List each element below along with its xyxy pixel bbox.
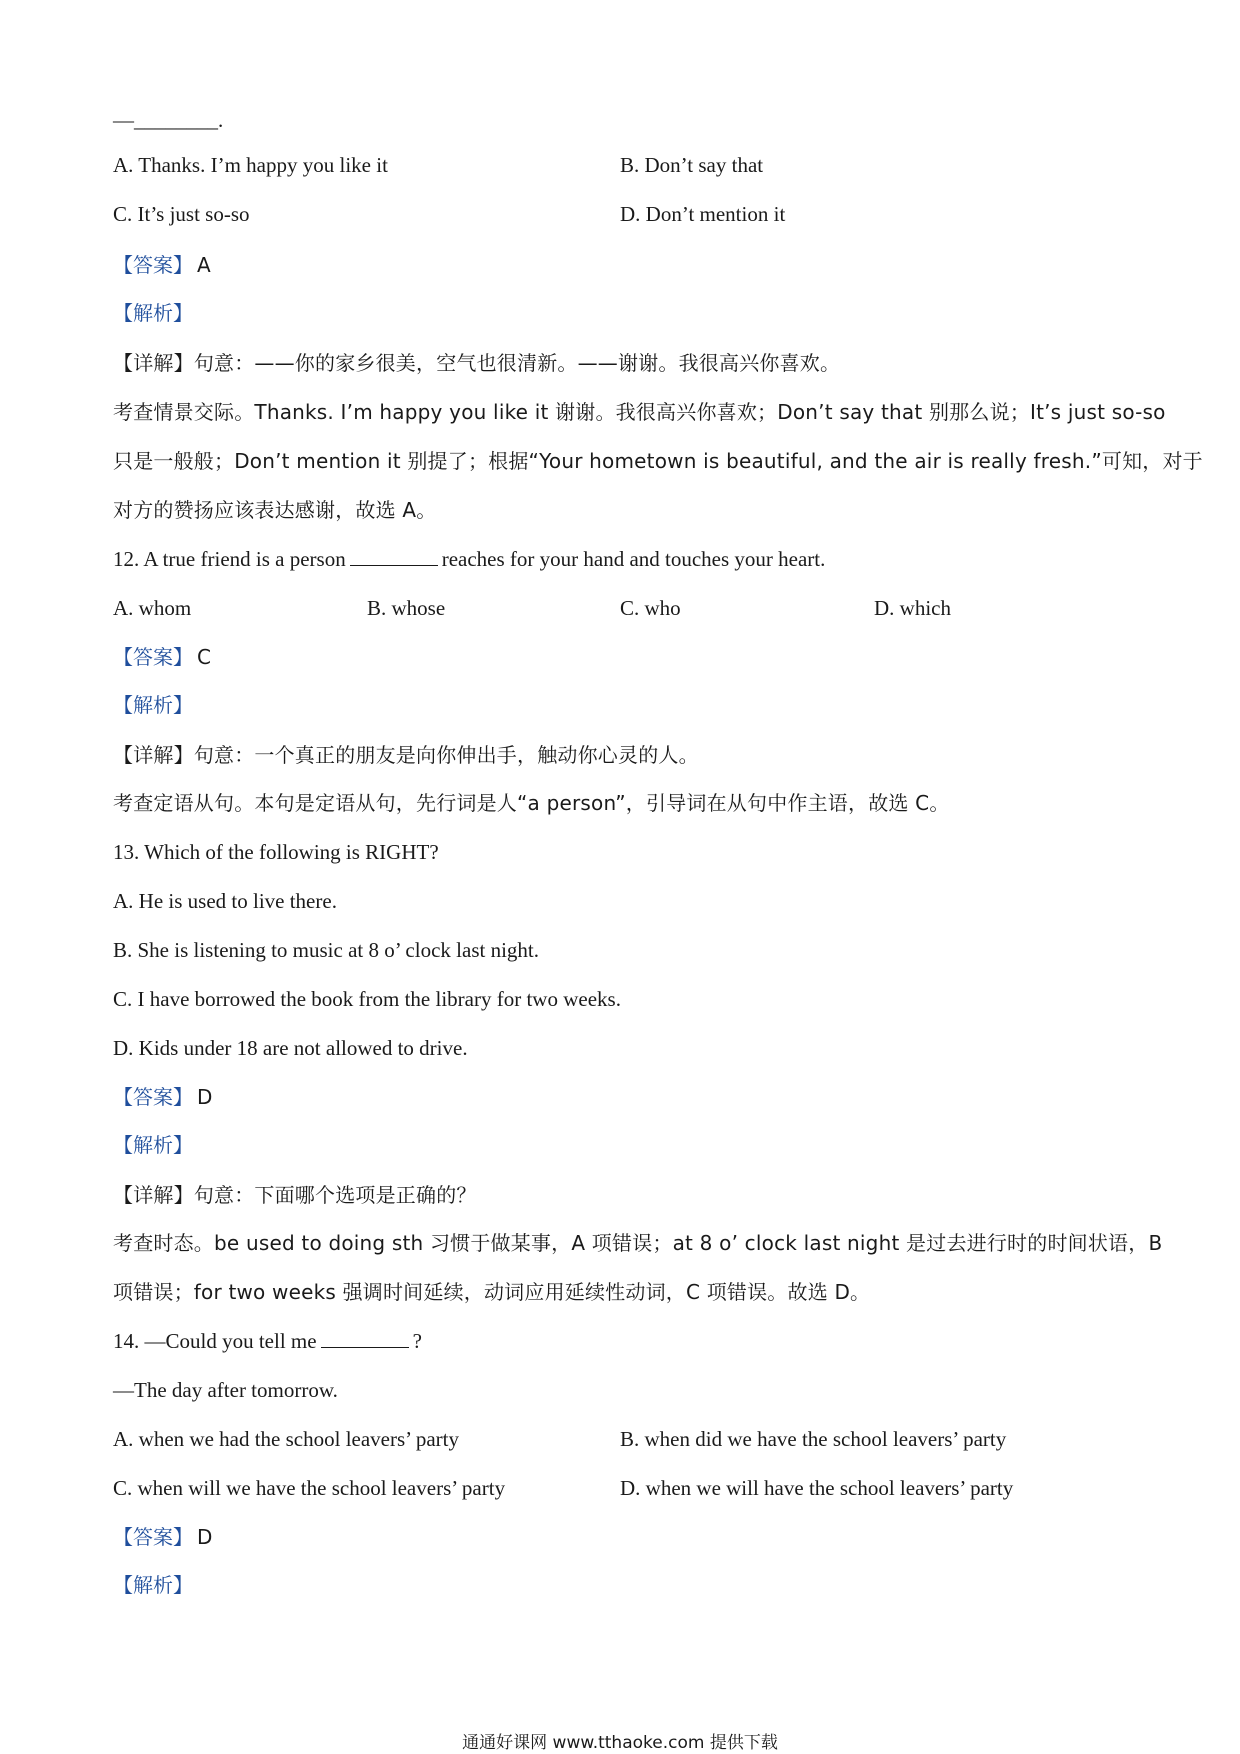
- q11-explain-line-3: 对方的赞扬应该表达感谢，故选 A。: [113, 498, 437, 522]
- q14-stem-after: ?: [412, 1329, 422, 1353]
- q14-option-d: D. when we will have the school leavers’ party: [620, 1476, 1014, 1500]
- analysis-label: 【解析】: [113, 693, 193, 717]
- page-footer: 通通好课网 www.tthaoke.com 提供下载: [462, 1733, 778, 1753]
- detail-text: 句意：下面哪个选项是正确的？: [193, 1183, 477, 1207]
- q12-explain-line-1: 考查定语从句。本句是定语从句，先行词是人“a person”，引导词在从句中作主语，故选 C。: [113, 791, 950, 815]
- q14-analysis: [113, 1570, 193, 1600]
- q13-answer: [113, 1082, 212, 1112]
- answer-label: 【答案】: [113, 1525, 193, 1549]
- answer-value: C: [197, 645, 211, 669]
- q13-option-a: A. He is used to live there.: [113, 889, 337, 913]
- detail-label: 【详解】: [113, 743, 194, 767]
- q13-explain-line-2: 项错误；for two weeks 强调时间延续，动词应用延续性动词，C 项错误。故选 D。: [113, 1280, 871, 1304]
- q12-stem: [113, 544, 825, 574]
- q13-option-b: B. She is listening to music at 8 o’ clock last night.: [113, 938, 539, 962]
- q12-option-d: D. which: [874, 596, 951, 620]
- q13-option-c: C. I have borrowed the book from the library for two weeks.: [113, 987, 621, 1011]
- answer-value: D: [197, 1525, 213, 1549]
- analysis-label: 【解析】: [113, 1573, 193, 1597]
- answer-value: D: [197, 1085, 213, 1109]
- q13-stem: 13. Which of the following is RIGHT?: [113, 840, 439, 864]
- q12-stem-before: 12. A true friend is a person: [113, 547, 346, 571]
- detail-label: 【详解】: [113, 351, 194, 375]
- q12-answer: [113, 642, 211, 672]
- q14-stem: [113, 1326, 422, 1356]
- answer-label: 【答案】: [113, 1085, 193, 1109]
- q12-option-a: A. whom: [113, 596, 192, 620]
- q12-blank: [350, 547, 438, 566]
- q14-option-c: C. when will we have the school leavers’ party: [113, 1476, 506, 1500]
- q14-option-b: B. when did we have the school leavers’ party: [620, 1427, 1007, 1451]
- q11-answer: [113, 250, 211, 280]
- q12-detail: [113, 740, 699, 770]
- detail-label: 【详解】: [113, 1183, 194, 1207]
- q14-answer: [113, 1522, 212, 1552]
- answer-label: 【答案】: [113, 253, 193, 277]
- answer-value: A: [197, 253, 211, 277]
- q11-explain-line-1: 考查情景交际。Thanks. I’m happy you like it 谢谢。我很高兴你喜欢；Don’t say that 别那么说；It’s just so-so: [113, 400, 1166, 424]
- q11-option-a: A. Thanks. I’m happy you like it: [113, 153, 388, 177]
- q11-detail: [113, 348, 840, 378]
- q11-explain-line-2: 只是一般般；Don’t mention it 别提了；根据“Your hometown is beautiful, and the air is really fresh.”可知，对于: [113, 449, 1203, 473]
- q11-analysis: [113, 298, 193, 328]
- analysis-label: 【解析】: [113, 1133, 193, 1157]
- q13-detail: [113, 1180, 477, 1210]
- q14-blank: [321, 1329, 409, 1348]
- q13-analysis: [113, 1130, 193, 1160]
- q11-option-d: D. Don’t mention it: [620, 202, 786, 226]
- detail-text: 句意：一个真正的朋友是向你伸出手，触动你心灵的人。: [193, 743, 699, 767]
- q12-stem-after: reaches for your hand and touches your heart.: [441, 547, 826, 571]
- q12-analysis: [113, 690, 193, 720]
- answer-label: 【答案】: [113, 645, 193, 669]
- detail-text: 句意：——你的家乡很美，空气也很清新。——谢谢。我很高兴你喜欢。: [193, 351, 841, 375]
- q12-option-b: B. whose: [367, 596, 446, 620]
- analysis-label: 【解析】: [113, 301, 193, 325]
- q14-stem-before: 14. —Could you tell me: [113, 1329, 317, 1353]
- q11-option-b: B. Don’t say that: [620, 153, 764, 177]
- q13-explain-line-1: 考查时态。be used to doing sth 习惯于做某事，A 项错误；at 8 o’ clock last night 是过去进行时的时间状语，B: [113, 1231, 1163, 1255]
- q14-reply: —The day after tomorrow.: [113, 1378, 338, 1402]
- q12-option-c: C. who: [620, 596, 681, 620]
- q13-option-d: D. Kids under 18 are not allowed to drive.: [113, 1036, 468, 1060]
- q14-option-a: A. when we had the school leavers’ party: [113, 1427, 459, 1451]
- q11-stem-tail: —________.: [113, 108, 224, 132]
- q11-option-c: C. It’s just so-so: [113, 202, 250, 226]
